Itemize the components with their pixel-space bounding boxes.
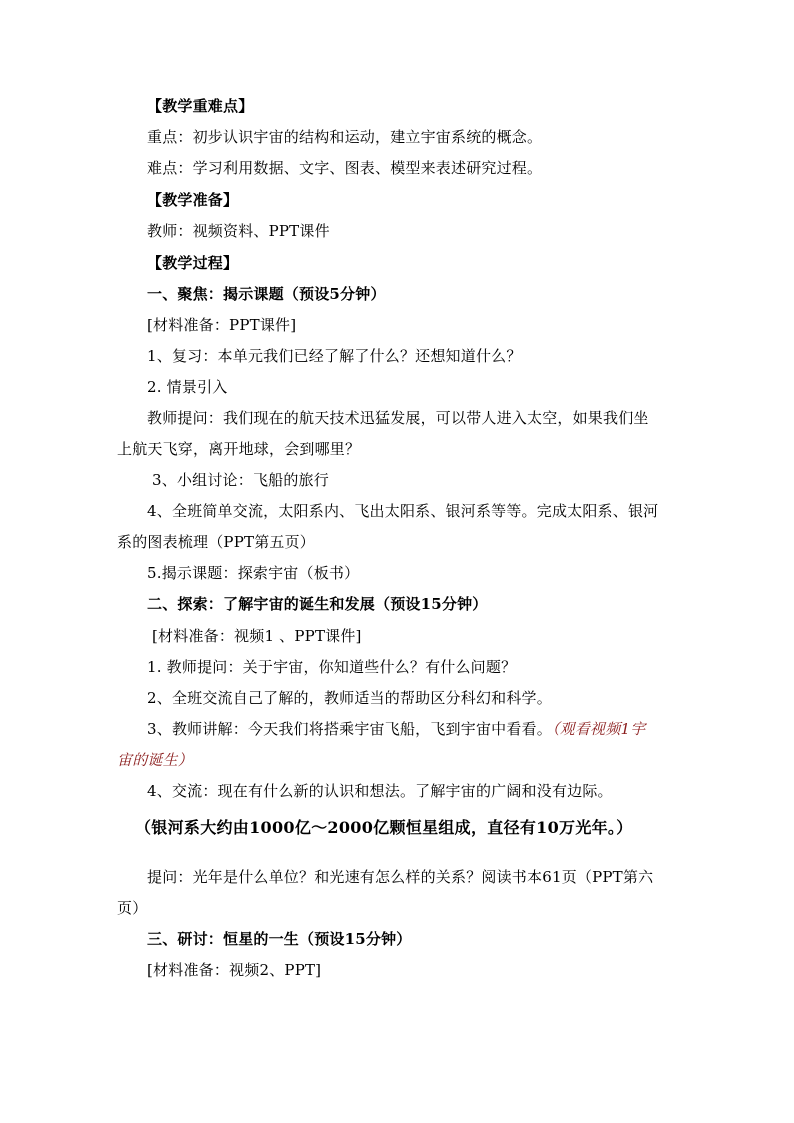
part2-step2: 2、全班交流自己了解的，教师适当的帮助区分科幻和科学。 — [147, 689, 552, 707]
part3-title: 三、研讨：恒星的一生（预设15分钟） — [147, 930, 412, 948]
prep-teacher-line: 教师：视频资料、PPT课件 — [147, 222, 330, 240]
section-heading-focus: 【教学重难点】 — [147, 97, 254, 115]
part1-step3: 3、小组讨论：飞船的旅行 — [152, 471, 329, 489]
part2-material: [材料准备：视频1 、PPT课件] — [152, 627, 362, 645]
part2-question-line1: 提问：光年是什么单位？和光速有怎么样的关系？阅读书本61页（PPT第六 — [147, 868, 654, 886]
part2-step1: 1. 教师提问：关于宇宙，你知道些什么？有什么问题？ — [147, 658, 517, 676]
focus-key-point: 重点：初步认识宇宙的结构和运动，建立宇宙系统的概念。 — [147, 128, 543, 146]
part2-step3-video-note: （观看视频1宇 — [551, 720, 646, 738]
part2-step3-video-note-cont: 宙的诞生） — [117, 751, 194, 769]
part1-step1: 1、复习：本单元我们已经了解了什么？还想知道什么？ — [147, 347, 522, 365]
focus-difficult-point: 难点：学习利用数据、文字、图表、模型来表述研究过程。 — [147, 159, 543, 177]
part1-step2: 2. 情景引入 — [147, 378, 228, 396]
part2-step3-text: 3、教师讲解：今天我们将搭乘宇宙飞船，飞到宇宙中看看。 — [147, 720, 552, 738]
part1-step5: 5.揭示课题：探索宇宙（板书） — [147, 564, 360, 582]
part1-title: 一、聚焦：揭示课题（预设5分钟） — [147, 285, 386, 303]
part1-step4-line1: 4、全班简单交流，太阳系内、飞出太阳系、银河系等等。完成太阳系、银河 — [147, 502, 659, 520]
part2-step3 — [147, 719, 645, 739]
part1-material: [材料准备：PPT课件] — [147, 316, 297, 334]
part1-step4-line2: 系的图表梳理（PPT第五页） — [117, 533, 315, 551]
part2-title: 二、探索：了解宇宙的诞生和发展（预设15分钟） — [147, 595, 488, 613]
section-heading-prep: 【教学准备】 — [147, 191, 239, 209]
part1-step2-question-line2: 上航天飞穿，离开地球，会到哪里？ — [117, 440, 361, 458]
part2-step4: 4、交流：现在有什么新的认识和想法。了解宇宙的广阔和没有边际。 — [147, 782, 613, 800]
section-heading-process: 【教学过程】 — [147, 254, 239, 272]
part2-question-line2: 页） — [117, 899, 148, 917]
part3-material: [材料准备：视频2、PPT] — [147, 961, 322, 979]
galaxy-fact: （银河系大约由1000亿～2000亿颗恒星组成，直径有10万光年。） — [135, 818, 633, 837]
part1-step2-question-line1: 教师提问：我们现在的航天技术迅猛发展，可以带人进入太空，如果我们坐 — [147, 409, 649, 427]
